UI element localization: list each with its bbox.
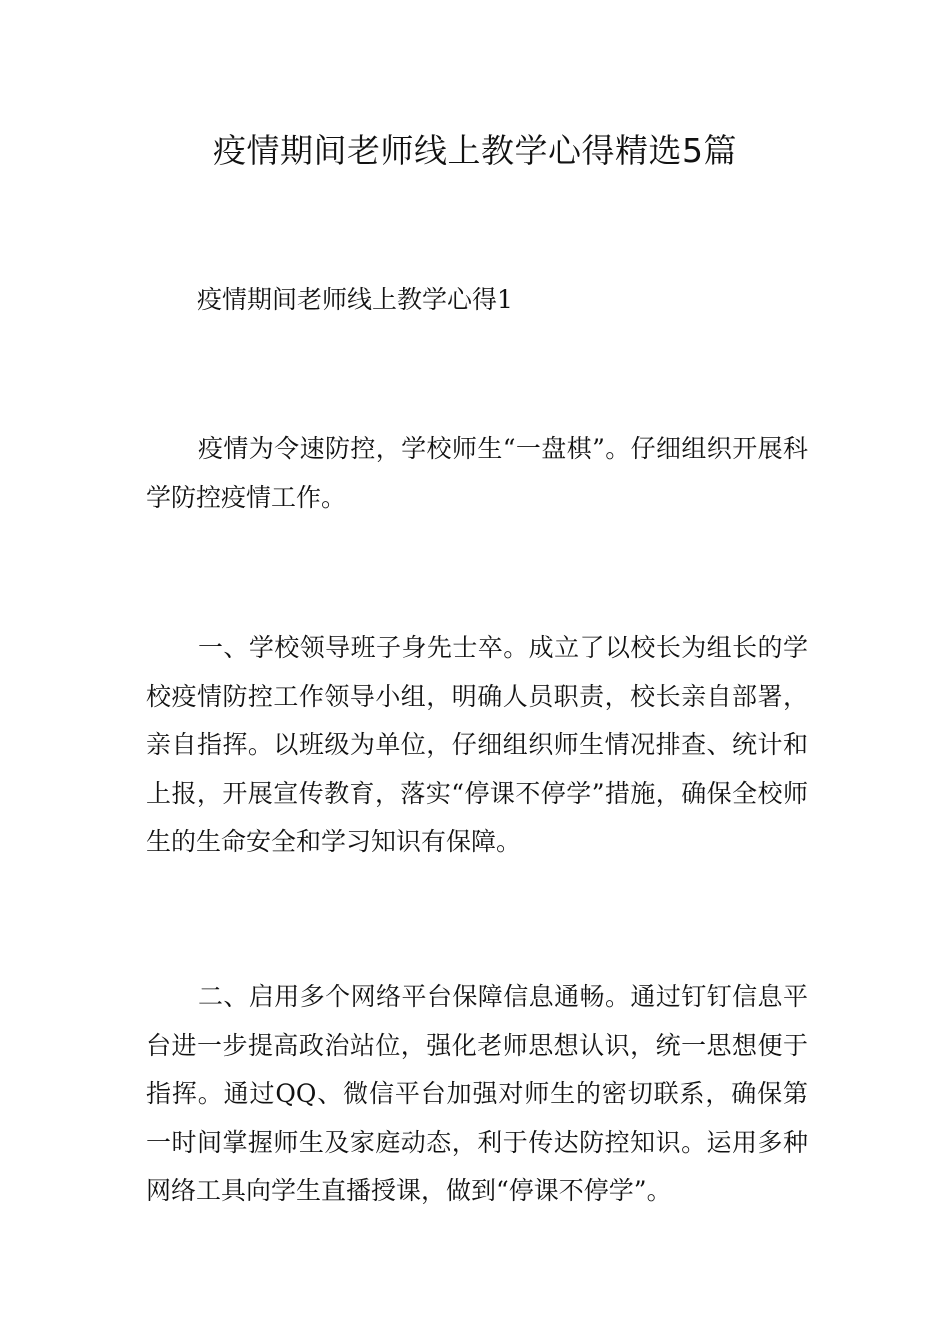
paragraph-leadership: 一、学校领导班子身先士卒。成立了以校长为组长的学校疫情防控工作领导小组，明确人员职责，校长亲自部署，亲自指挥。以班级为单位，仔细组织师生情况排查、统计和上报，开展宣传教育，落实“停课不停学”措施，确保全校师生的生命安全和学习知识有保障。 bbox=[146, 633, 808, 856]
paragraph-network-platforms: 二、启用多个网络平台保障信息通畅。通过钉钉信息平台进一步提高政治站位，强化老师思想认识，统一思想便于指挥。通过QQ、微信平台加强对师生的密切联系，确保第一时间掌握师生及家庭动态，利于传达防控知识。运用多种网络工具向学生直播授课，做到“停课不停学”。 bbox=[146, 982, 808, 1205]
section-heading: 疫情期间老师线上教学心得1 bbox=[197, 285, 513, 314]
paragraph-intro: 疫情为令速防控，学校师生“一盘棋”。仔细组织开展科学防控疫情工作。 bbox=[146, 434, 808, 512]
document-title: 疫情期间老师线上教学心得精选5篇 bbox=[213, 131, 737, 170]
